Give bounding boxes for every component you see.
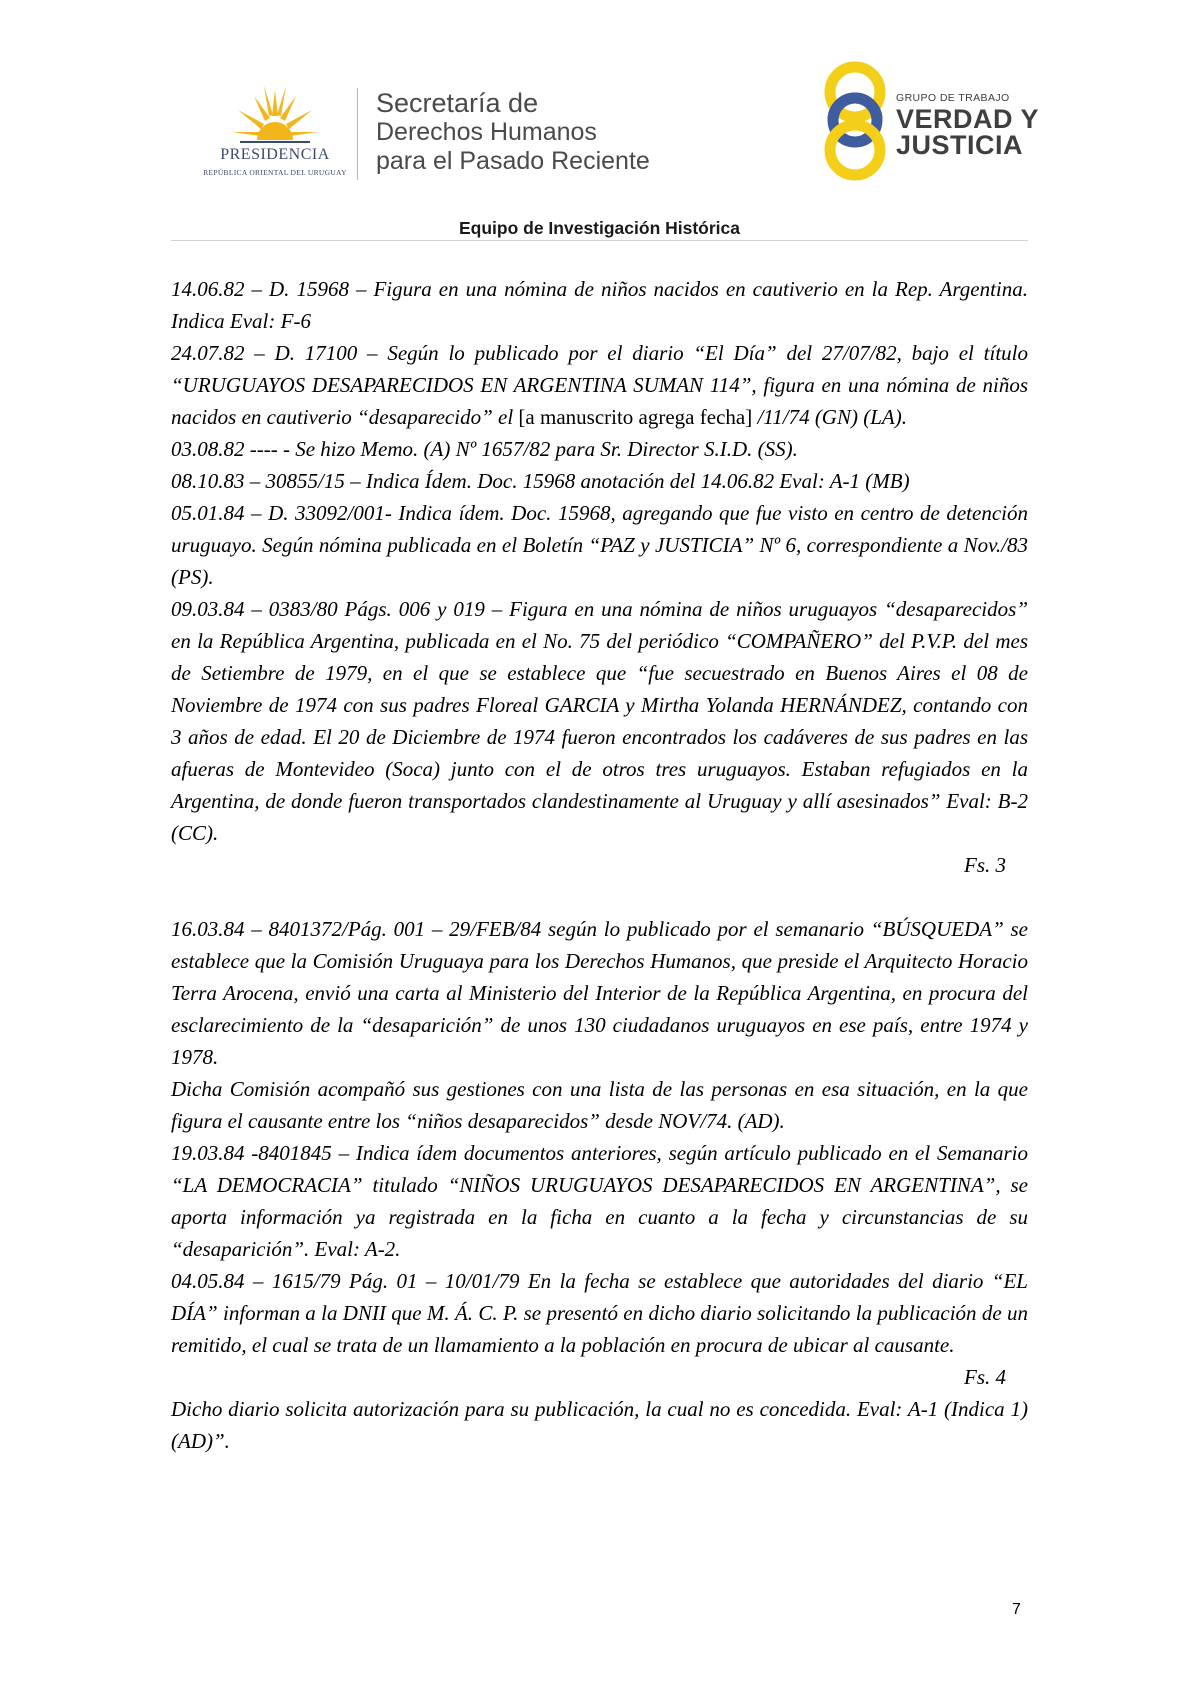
presidencia-name: PRESIDENCIA: [220, 146, 330, 163]
vyj-subtitle: GRUPO DE TRABAJO: [896, 92, 1010, 104]
sun-icon: [230, 82, 320, 146]
entry-3: 03.08.82 ---- - Se hizo Memo. (A) Nº 1657/82 para Sr. Director S.I.D. (SS).: [171, 437, 798, 461]
header-divider: [357, 88, 358, 180]
entry-10: 04.05.84 – 1615/79 Pág. 01 – 10/01/79 En la fecha se establece que autoridades del diario “EL DÍA” informan a la DNII que M. Á. C. P. se presentó en dicho diario solicitando la publicación de un remitido, el cual se trata de un llamamiento a la población en procura de ubicar al causante.: [171, 1269, 1028, 1357]
entry-9: 19.03.84 -8401845 – Indica ídem documentos anteriores, según artículo publicado en el Semanario “LA DEMOCRACIA” titulado “NIÑOS URUGUAYOS DESAPARECIDOS EN ARGENTINA”, se aporta información ya registrada en la ficha en cuanto a la fecha y circunstancias de su “desaparición”. Eval: A-2.: [171, 1141, 1028, 1261]
secretaria-line-3: para el Pasado Reciente: [376, 147, 650, 175]
presidencia-subtitle: REPÚBLICA ORIENTAL DEL URUGUAY: [203, 168, 347, 177]
vyj-title-line-1: VERDAD Y: [896, 104, 1040, 134]
linked-rings-icon: [820, 58, 890, 183]
entry-11: Dicho diario solicita autorización para su publicación, la cual no es concedida. Eval: A-1 (Indica 1) (AD)”.: [171, 1397, 1028, 1453]
secretaria-line-2: Derechos Humanos: [376, 118, 597, 146]
entry-5: 05.01.84 – D. 33092/001- Indica ídem. Doc. 15968, agregando que fue visto en centro de detención uruguayo. Según nómina publicada en el Boletín “PAZ y JUSTICIA” Nº 6, correspondiente a Nov./83 (PS).: [171, 501, 1028, 589]
document-body: [171, 273, 1028, 1457]
folio-marker-1: Fs. 3: [964, 853, 1006, 877]
page-header: [0, 0, 1191, 238]
entry-6: 09.03.84 – 0383/80 Págs. 006 y 019 – Figura en una nómina de niños uruguayos “desaparecidos” en la República Argentina, publicada en el No. 75 del periódico “COMPAÑERO” del P.V.P. del mes de Setiembre de 1979, en el que se establece que “fue secuestrado en Buenos Aires el 08 de Noviembre de 1974 con sus padres Floreal GARCIA y Mirtha Yolanda HERNÁNDEZ, contando con 3 años de edad. El 20 de Diciembre de 1974 fueron encontrados los cadáveres de sus padres en las afueras de Montevideo (Soca) junto con el de otros tres uruguayos. Estaban refugiados en la Argentina, de donde fueron transportados clandestinamente al Uruguay y allí asesinados” Eval: B-2 (CC).: [171, 597, 1028, 845]
entry-2-text: 24.07.82 – D. 17100 – Según lo publicado por el diario “El Día” del 27/07/82, bajo el título “URUGUAYOS DESAPARECIDOS EN ARGENTINA SUMAN 114”, figura en una nómina de niños nacidos en cautiverio “desaparecido” el: [171, 341, 1028, 429]
secretaria-logo-text: [376, 88, 650, 176]
section-spacer: [171, 881, 1028, 913]
header-rule: [171, 240, 1028, 241]
verdad-justicia-logo: [820, 58, 1040, 183]
entry-8: Dicha Comisión acompañó sus gestiones con una lista de las personas en esa situación, en la que figura el causante entre los “niños desaparecidos” desde NOV/74. (AD).: [171, 1077, 1028, 1133]
entry-7: 16.03.84 – 8401372/Pág. 001 – 29/FEB/84 según lo publicado por el semanario “BÚSQUEDA” se establece que la Comisión Uruguaya para los Derechos Humanos, que preside el Arquitecto Horacio Terra Arocena, envió una carta al Ministerio del Interior de la República Argentina, en procura del esclarecimiento de la “desaparición” de unos 130 ciudadanos uruguayos en ese país, entre 1974 y 1978.: [171, 917, 1028, 1069]
handwritten-note: [a manuscrito agrega fecha]: [518, 405, 753, 429]
entry-1: 14.06.82 – D. 15968 – Figura en una nómina de niños nacidos en cautiverio en la Rep. Argentina. Indica Eval: F-6: [171, 277, 1028, 333]
entry-4: 08.10.83 – 30855/15 – Indica Ídem. Doc. 15968 anotación del 14.06.82 Eval: A-1 (MB): [171, 469, 910, 493]
presidencia-logo: [196, 82, 354, 182]
entry-2-tail: /11/74 (GN) (LA).: [752, 405, 907, 429]
page-number: 7: [1012, 1601, 1021, 1618]
team-title: Equipo de Investigación Histórica: [458, 218, 741, 238]
secretaria-line-1: Secretaría de: [376, 88, 539, 118]
entry-2: [171, 337, 1028, 433]
folio-marker-2: Fs. 4: [964, 1365, 1006, 1389]
vyj-title-line-2: JUSTICIA: [896, 130, 1024, 160]
